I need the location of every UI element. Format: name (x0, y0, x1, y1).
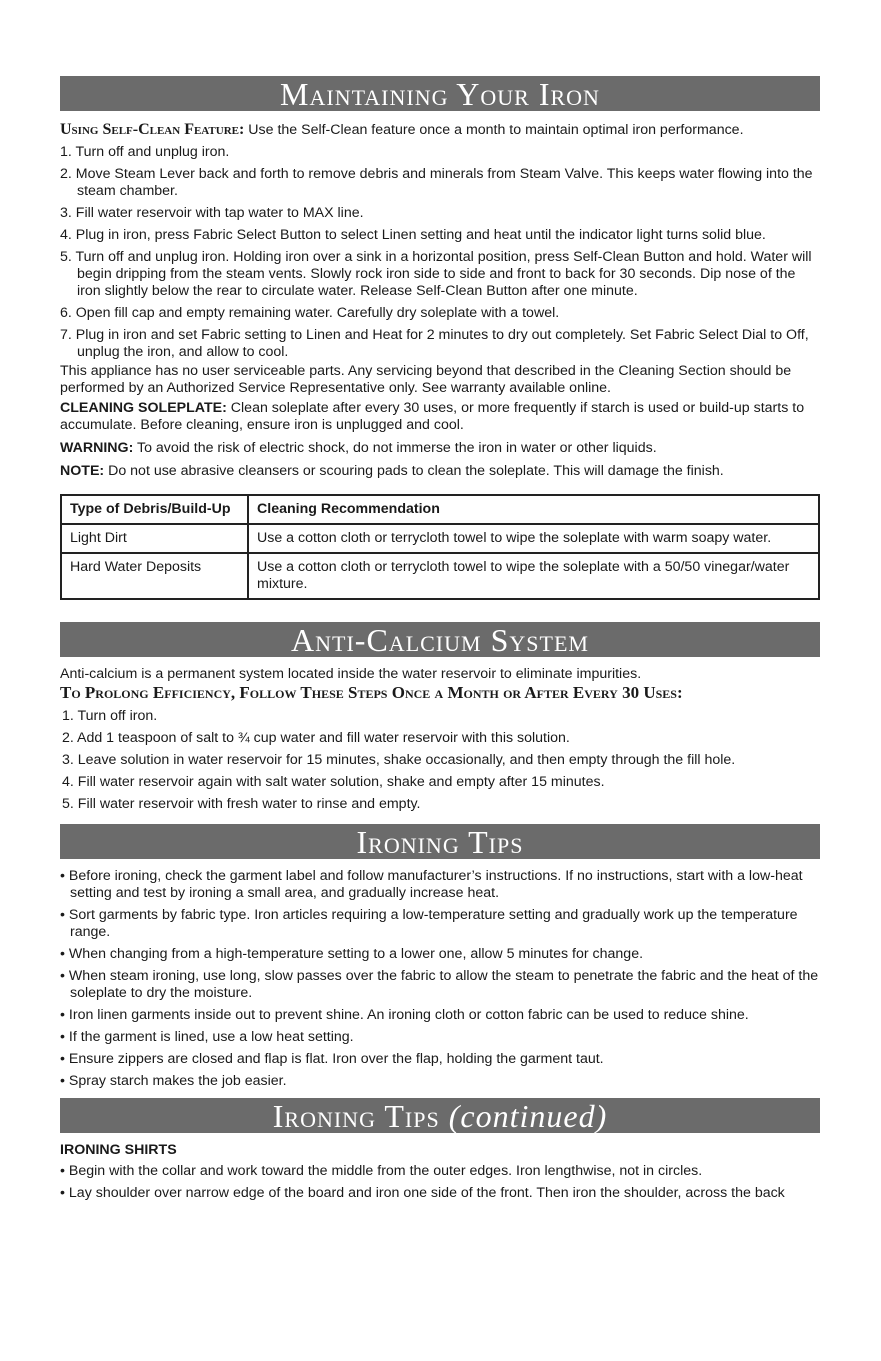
list-item: 2. Move Steam Lever back and forth to remove debris and minerals from Steam Valve. This keeps water flowing into the steam chamber. (60, 166, 813, 199)
list-item: 6. Open fill cap and empty remaining water. Carefully dry soleplate with a towel. (60, 305, 560, 321)
cleaning-soleplate-paragraph (60, 400, 820, 434)
cleaning-table (60, 494, 820, 600)
list-item: • If the garment is lined, use a low heat setting. (60, 1029, 354, 1045)
table-row (61, 524, 819, 553)
self-clean-label: Using Self-Clean Feature: (60, 121, 245, 138)
list-item: • Spray starch makes the job easier. (60, 1073, 287, 1089)
list-item: 5. Fill water reservoir with fresh water to rinse and empty. (62, 796, 421, 812)
list-item: 3. Leave solution in water reservoir for 15 minutes, shake occasionally, and then empty through the fill hole. (62, 752, 736, 768)
note-label: NOTE: (60, 463, 105, 479)
list-item: 2. Add 1 teaspoon of salt to ¾ cup water and fill water reservoir with this solution. (62, 730, 570, 746)
note-text: Do not use abrasive cleansers or scouring pads to clean the soleplate. This will damage the finish. (104, 463, 724, 479)
warning-label: WARNING: (60, 440, 134, 456)
list-item: 3. Fill water reservoir with tap water to MAX line. (60, 205, 364, 221)
list-item: 1. Turn off and unplug iron. (60, 144, 230, 160)
table-cell: Light Dirt (61, 524, 248, 553)
list-item: • When steam ironing, use long, slow passes over the fabric to allow the steam to penetrate the fabric and the heat of the soleplate to dry the moisture. (60, 968, 819, 1001)
anticalcium-prolong-heading: To Prolong Efficiency, Follow These Steps Once a Month or After Every 30 Uses: (60, 683, 683, 702)
list-item: 5. Turn off and unplug iron. Holding iron over a sink in a horizontal position, press Self-Clean Button and hold. Water will begin dripping from the steam vents. Slowly rock iron side to side and front to back for 30 seconds. Dip nose of the iron slightly below the rear to circulate water. Release Self-Clean Button after one minute. (60, 249, 812, 299)
list-item: 4. Fill water reservoir again with salt water solution, shake and empty after 15 minutes. (62, 774, 605, 790)
self-clean-steps (60, 144, 820, 361)
table-header-recommendation: Cleaning Recommendation (248, 495, 819, 524)
list-item: 4. Plug in iron, press Fabric Select Button to select Linen setting and heat until the indicator light turns solid blue. (60, 227, 766, 243)
table-cell: Hard Water Deposits (61, 553, 248, 599)
list-item: • Ensure zippers are closed and flap is flat. Iron over the flap, holding the garment taut. (60, 1051, 604, 1067)
self-clean-text: Use the Self-Clean feature once a month to maintain optimal iron performance. (244, 122, 744, 138)
warning-paragraph (60, 440, 820, 457)
table-cell: Use a cotton cloth or terrycloth towel to wipe the soleplate with warm soapy water. (248, 524, 819, 553)
section-banner-maintaining: Maintaining Your Iron (60, 76, 820, 111)
manual-page (60, 76, 820, 1202)
service-note: This appliance has no user serviceable parts. Any servicing beyond that described in the Cleaning Section should be performed by an Authorized Service Representative only. See warranty available online. (60, 363, 792, 396)
note-paragraph (60, 463, 820, 480)
list-item: • Before ironing, check the garment label and follow manufacturer’s instructions. If no instructions, start with a low-heat setting and test by ironing a small area, and gradually increase heat. (60, 868, 803, 901)
table-cell: Use a cotton cloth or terrycloth towel to wipe the soleplate with a 50/50 vinegar/water mixture. (248, 553, 819, 599)
anticalcium-intro: Anti-calcium is a permanent system located inside the water reservoir to eliminate impurities. (60, 666, 642, 682)
anticalcium-steps (60, 708, 820, 813)
cleaning-soleplate-label: CLEANING SOLEPLATE: (60, 400, 227, 416)
section-banner-ironing-tips: Ironing Tips (60, 824, 820, 859)
list-item: 1. Turn off iron. (62, 708, 158, 724)
ironing-shirts-heading: IRONING SHIRTS (60, 1142, 177, 1158)
table-row (61, 553, 819, 599)
ironing-tips-list (60, 868, 820, 1090)
warning-text: To avoid the risk of electric shock, do not immerse the iron in water or other liquids. (133, 440, 657, 456)
section-banner-anticalcium: Anti-Calcium System (60, 622, 820, 657)
banner-continued: (continued) (448, 1098, 608, 1134)
section-banner-ironing-tips-continued (60, 1098, 820, 1133)
banner-title: Ironing Tips (272, 1098, 440, 1134)
list-item: • Sort garments by fabric type. Iron articles requiring a low-temperature setting and gradually work up the temperature range. (60, 907, 798, 940)
list-item: • Iron linen garments inside out to prevent shine. An ironing cloth or cotton fabric can be used to reduce shine. (60, 1007, 749, 1023)
table-header-row (61, 495, 819, 524)
list-item: • Lay shoulder over narrow edge of the board and iron one side of the front. Then iron the shoulder, across the back (60, 1185, 785, 1201)
ironing-shirts-list (60, 1163, 820, 1202)
cleaning-soleplate-text: Clean soleplate after every 30 uses, or more frequently if starch is used or build-up starts to accumulate. Before cleaning, ensure iron is unplugged and cool. (60, 400, 805, 433)
table-header-debris: Type of Debris/Build-Up (61, 495, 248, 524)
self-clean-paragraph (60, 121, 820, 139)
list-item: 7. Plug in iron and set Fabric setting to Linen and Heat for 2 minutes to dry out completely. Set Fabric Select Dial to Off, unplug the iron, and allow to cool. (60, 327, 809, 360)
list-item: • Begin with the collar and work toward the middle from the outer edges. Iron lengthwise, not in circles. (60, 1163, 703, 1179)
list-item: • When changing from a high-temperature setting to a lower one, allow 5 minutes for change. (60, 946, 644, 962)
